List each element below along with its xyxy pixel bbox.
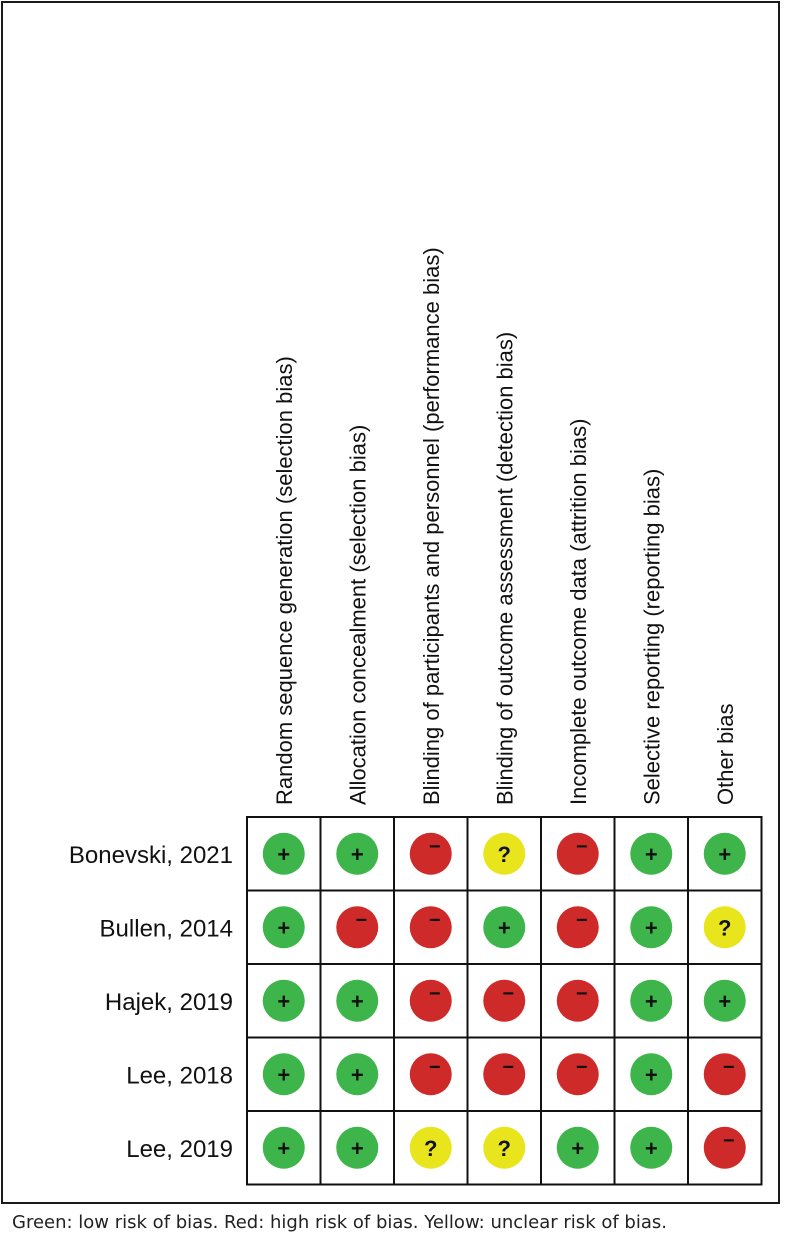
judgement-symbol: + bbox=[277, 915, 291, 941]
judgement-symbol: + bbox=[644, 1135, 658, 1161]
judgement-symbol: + bbox=[350, 1135, 364, 1161]
judgement-symbol: − bbox=[722, 1129, 735, 1152]
judgement-symbol: + bbox=[571, 1135, 585, 1161]
judgement-symbol: − bbox=[502, 982, 515, 1005]
judgement-symbol: + bbox=[350, 841, 364, 867]
judgement-symbol: + bbox=[277, 1135, 291, 1161]
judgement-symbol: − bbox=[575, 1056, 588, 1079]
judgement-symbol: − bbox=[722, 1056, 735, 1079]
judgement-symbol: + bbox=[497, 915, 511, 941]
judgement-symbol: + bbox=[277, 988, 291, 1014]
judgement-symbol: − bbox=[428, 982, 441, 1005]
judgement-symbol: + bbox=[644, 1062, 658, 1088]
domain-header: Incomplete outcome data (attrition bias) bbox=[565, 418, 591, 805]
judgement-symbol: + bbox=[644, 988, 658, 1014]
domain-header: Random sequence generation (selection bias) bbox=[271, 356, 297, 805]
study-label: Hajek, 2019 bbox=[104, 988, 233, 1016]
domain-header: Blinding of outcome assessment (detection bias) bbox=[492, 331, 518, 805]
judgement-symbol: ? bbox=[497, 841, 511, 867]
judgement-symbol: − bbox=[575, 982, 588, 1005]
figure-frame bbox=[1, 1, 780, 1204]
judgement-symbol: ? bbox=[718, 915, 732, 941]
risk-of-bias-chart bbox=[3, 3, 784, 1208]
judgement-symbol: + bbox=[277, 1062, 291, 1088]
judgement-symbol: + bbox=[350, 988, 364, 1014]
judgement-symbol: + bbox=[350, 1062, 364, 1088]
study-label: Lee, 2019 bbox=[126, 1135, 233, 1163]
judgement-symbol: + bbox=[644, 915, 658, 941]
judgement-symbol: − bbox=[428, 909, 441, 932]
judgement-symbol: − bbox=[575, 909, 588, 932]
judgement-symbol: − bbox=[428, 835, 441, 858]
domain-header: Other bias bbox=[712, 703, 738, 805]
domain-header: Blinding of participants and personnel (performance bias) bbox=[418, 247, 444, 805]
judgement-symbol: + bbox=[277, 841, 291, 867]
domain-header: Allocation concealment (selection bias) bbox=[345, 424, 371, 805]
judgement-symbol: ? bbox=[424, 1135, 438, 1161]
figure-caption: Green: low risk of bias. Red: high risk of bias. Yellow: unclear risk of bias. bbox=[12, 1212, 667, 1233]
judgement-symbol: − bbox=[428, 1056, 441, 1079]
judgement-symbol: − bbox=[575, 835, 588, 858]
domain-header: Selective reporting (reporting bias) bbox=[639, 468, 665, 805]
judgement-symbol: − bbox=[502, 1056, 515, 1079]
judgement-symbol: + bbox=[718, 841, 732, 867]
study-label: Lee, 2018 bbox=[126, 1062, 233, 1090]
judgement-symbol: − bbox=[355, 909, 368, 932]
judgement-symbol: + bbox=[718, 988, 732, 1014]
study-label: Bullen, 2014 bbox=[99, 915, 233, 943]
judgement-symbol: ? bbox=[497, 1135, 511, 1161]
study-label: Bonevski, 2021 bbox=[68, 841, 233, 869]
judgement-symbol: + bbox=[644, 841, 658, 867]
